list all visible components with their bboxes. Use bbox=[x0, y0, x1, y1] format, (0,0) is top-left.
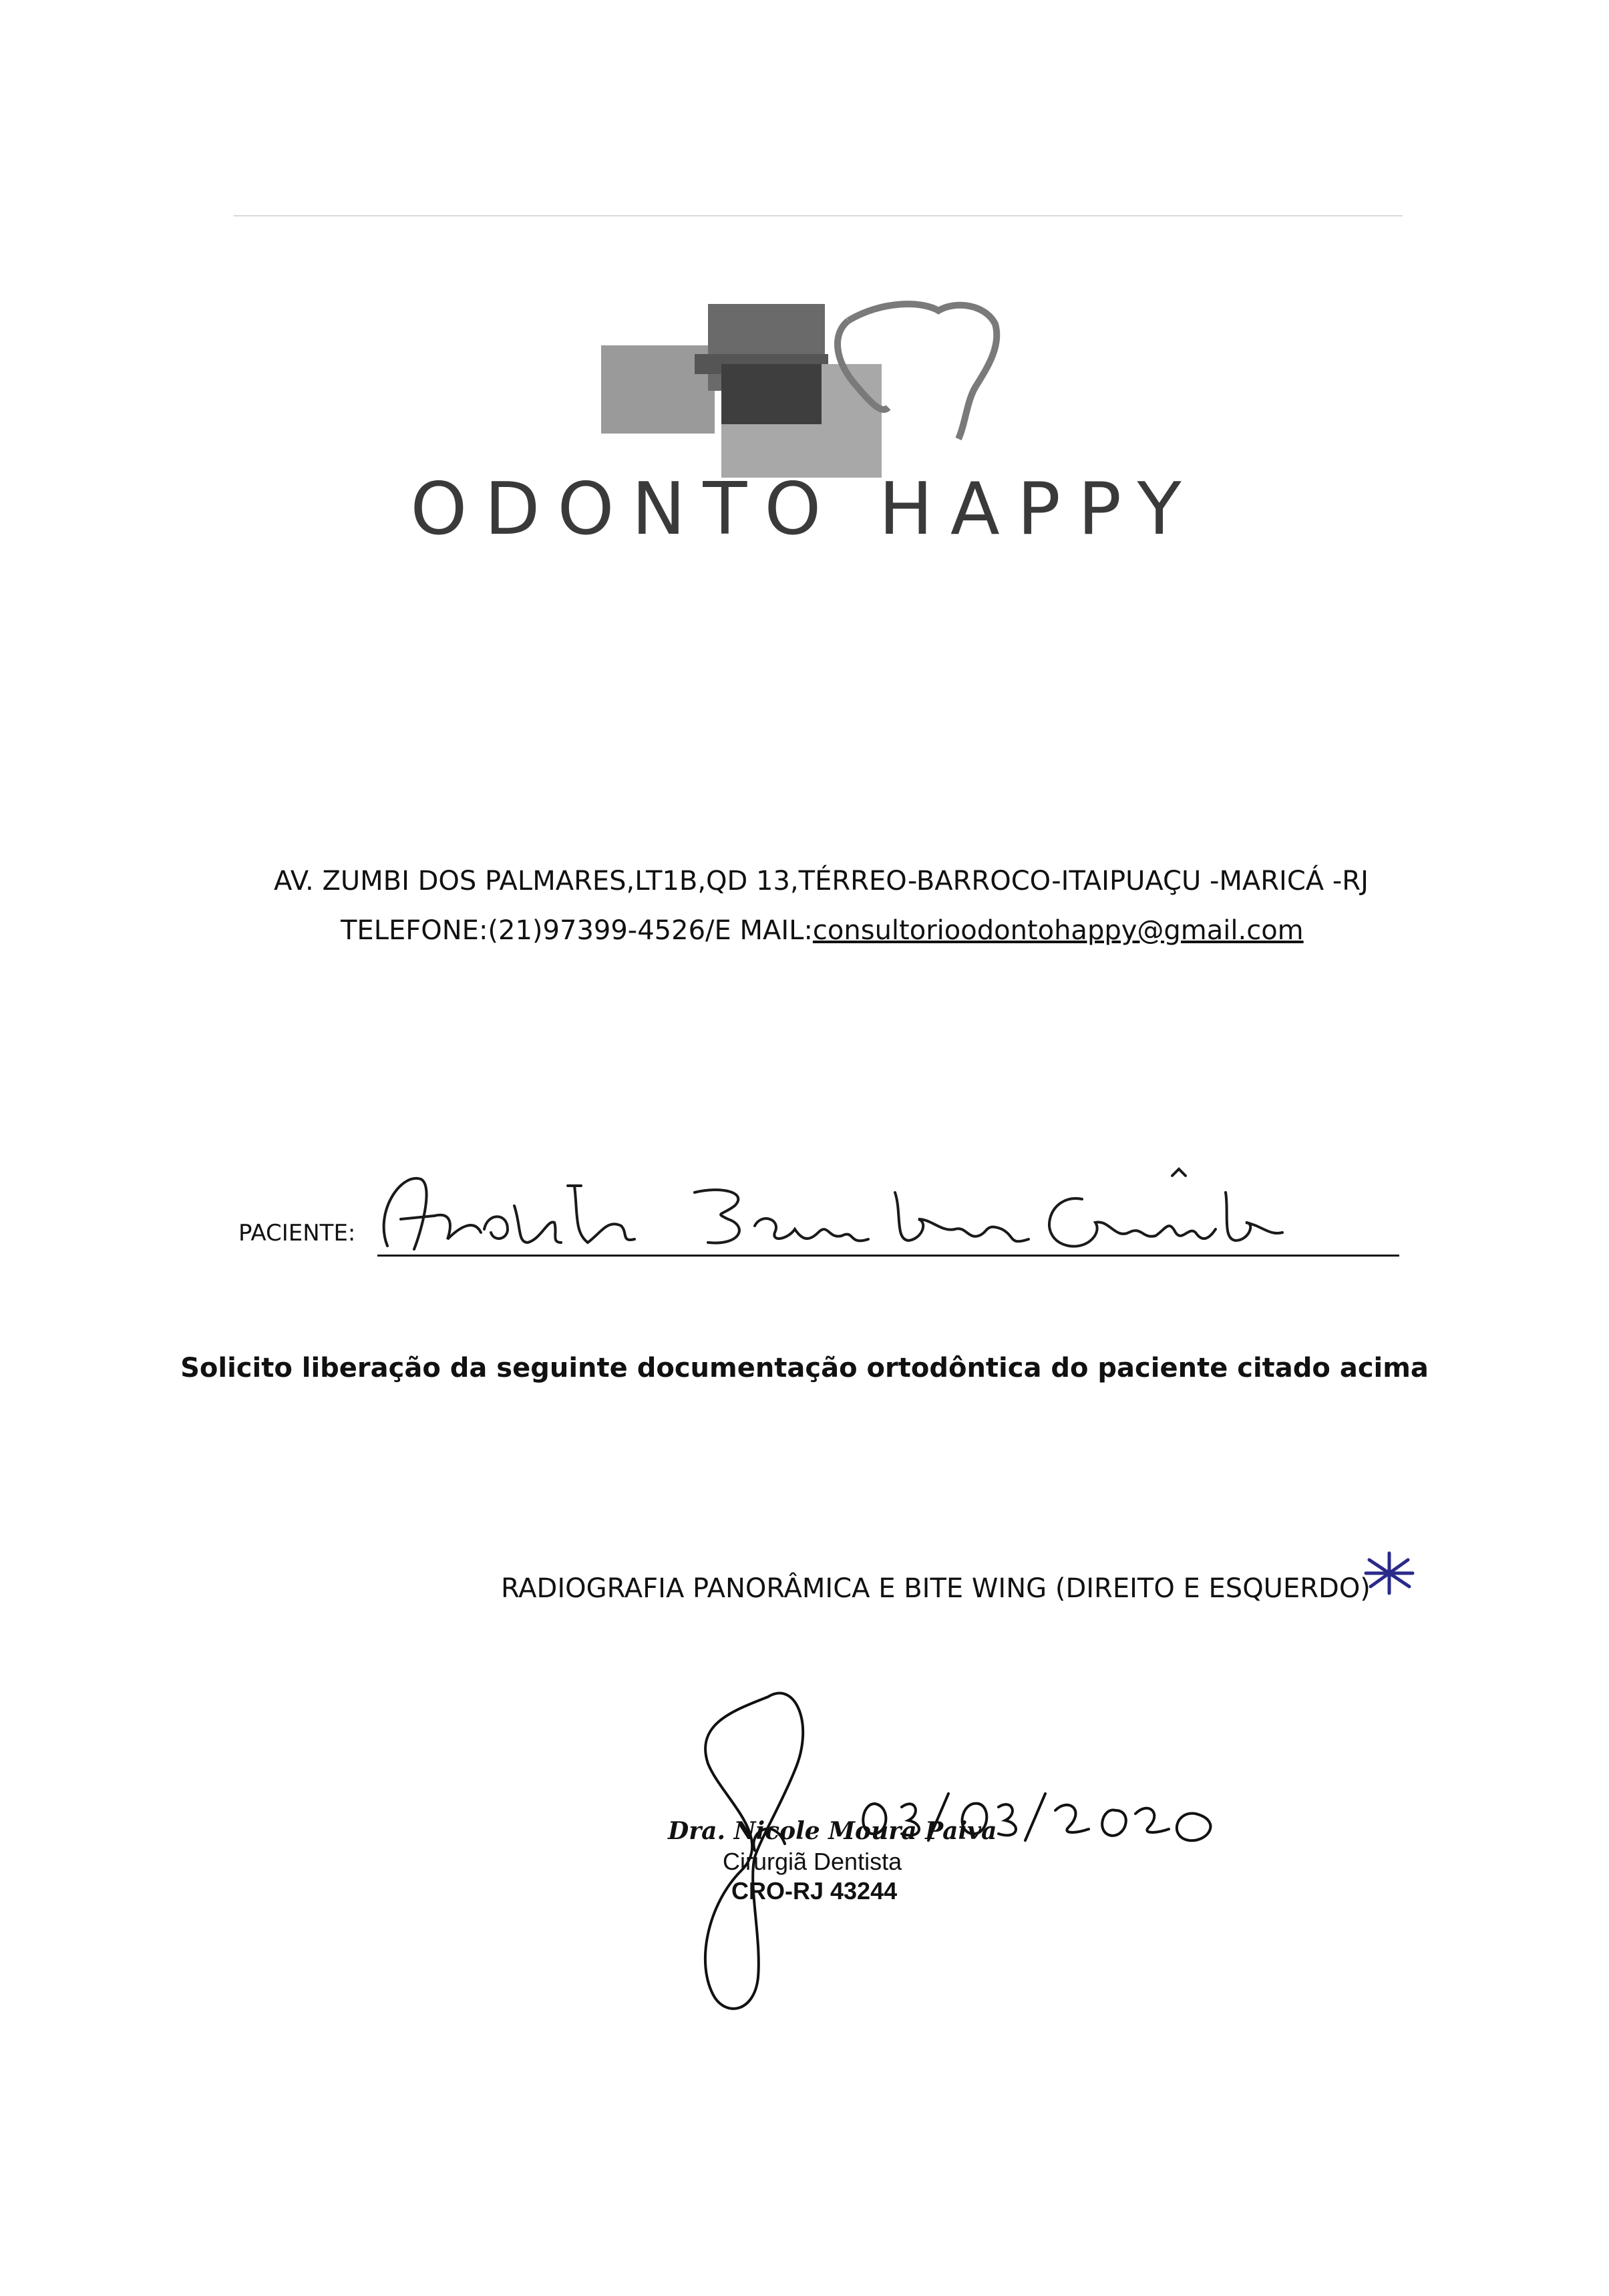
stamp-title: Cirurgiã Dentista bbox=[723, 1848, 902, 1875]
brand-name: ODONTO HAPPY bbox=[410, 468, 1199, 551]
phone-email-label: TELEFONE:(21)97399-4526/E MAIL: bbox=[341, 915, 813, 946]
header-divider bbox=[234, 215, 1403, 216]
stamp-registration: CRO-RJ 43244 bbox=[731, 1877, 898, 1905]
email-link[interactable]: consultorioodontohappy@gmail.com bbox=[812, 915, 1304, 946]
patient-name-handwriting bbox=[374, 1166, 1296, 1266]
asterisk-icon bbox=[1363, 1550, 1416, 1597]
tooth-logo-icon bbox=[601, 284, 1009, 484]
clinic-address: AV. ZUMBI DOS PALMARES,LT1B,QD 13,TÉRREO-BARROCO-ITAIPUAÇU -MARICÁ -RJ bbox=[274, 866, 1369, 896]
request-statement: Solicito liberação da seguinte documentação ortodôntica do paciente citado acima bbox=[180, 1353, 1429, 1383]
requested-document: RADIOGRAFIA PANORÂMICA E BITE WING (DIREITO E ESQUERDO) bbox=[501, 1573, 1371, 1604]
patient-label: PACIENTE: bbox=[238, 1220, 356, 1247]
stamp-name: Dra. Nicole Moura Paiva bbox=[668, 1817, 997, 1845]
patient-name-line bbox=[377, 1255, 1399, 1257]
clinic-contact bbox=[341, 915, 1409, 946]
